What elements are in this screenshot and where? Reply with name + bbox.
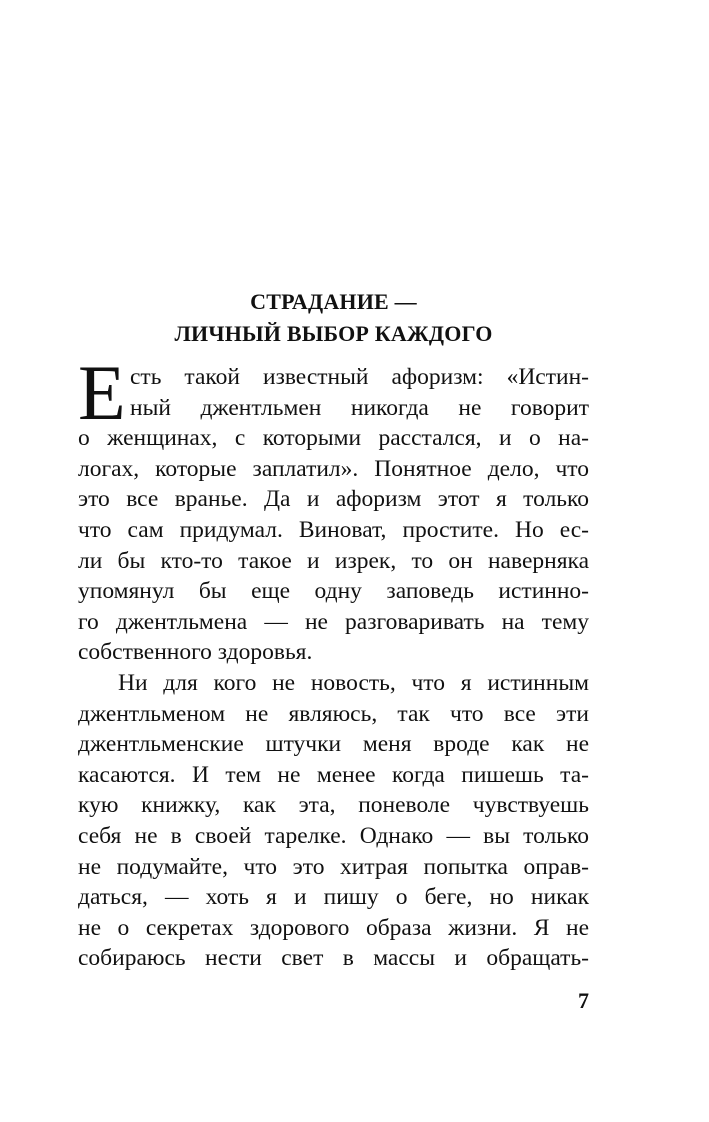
text-line: собственного здоровья.	[78, 639, 313, 666]
chapter-heading-line-2: ЛИЧНЫЙ ВЫБОР КАЖДОГО	[174, 321, 493, 346]
paragraph-1	[78, 362, 589, 668]
text-line: даться, — хоть я и пишу о беге, но никак	[78, 884, 589, 911]
paragraph-2	[78, 668, 589, 974]
text-line: джентльменские штучки меня вроде как не	[78, 731, 589, 758]
body-text	[78, 349, 589, 974]
text-line: логах, которые заплатил». Понятное дело, что	[78, 455, 589, 482]
text-line: касаются. И тем не менее когда пишешь та-	[78, 761, 589, 788]
text-line: Ни для кого не новость, что я истинным	[118, 669, 589, 696]
chapter-heading-line-1: СТРАДАНИЕ —	[250, 289, 417, 314]
text-line: ный джентльмен никогда не говорит	[130, 394, 589, 421]
text-line: что сам придумал. Виноват, простите. Но ес-	[78, 516, 589, 543]
text-line: кую книжку, как эта, поневоле чувствуешь	[78, 792, 589, 819]
text-line: о женщинах, с которыми расстался, и о на-	[78, 425, 589, 452]
text-line: не подумайте, что это хитрая попытка оправ-	[78, 853, 589, 880]
text-line: джентльменом не являюсь, так что все эти	[78, 700, 589, 727]
page-number: 7	[578, 988, 589, 1013]
chapter-heading	[78, 286, 589, 350]
text-line: это все вранье. Да и афоризм этот я только	[78, 486, 589, 513]
text-line: ли бы кто-то такое и изрек, то он наверняка	[78, 547, 589, 574]
text-line: го джентльмена — не разговаривать на тему	[78, 608, 589, 635]
text-line: себя не в своей тарелке. Однако — вы только	[78, 822, 589, 849]
text-line: упомянул бы еще одну заповедь истинно-	[78, 578, 589, 605]
text-line: не о секретах здорового образа жизни. Я не	[78, 914, 589, 941]
text-line: собираюсь нести свет в массы и обращать-	[78, 945, 589, 972]
text-line: сть такой известный афоризм: «Истин-	[130, 364, 589, 390]
drop-cap: Е	[78, 349, 126, 436]
